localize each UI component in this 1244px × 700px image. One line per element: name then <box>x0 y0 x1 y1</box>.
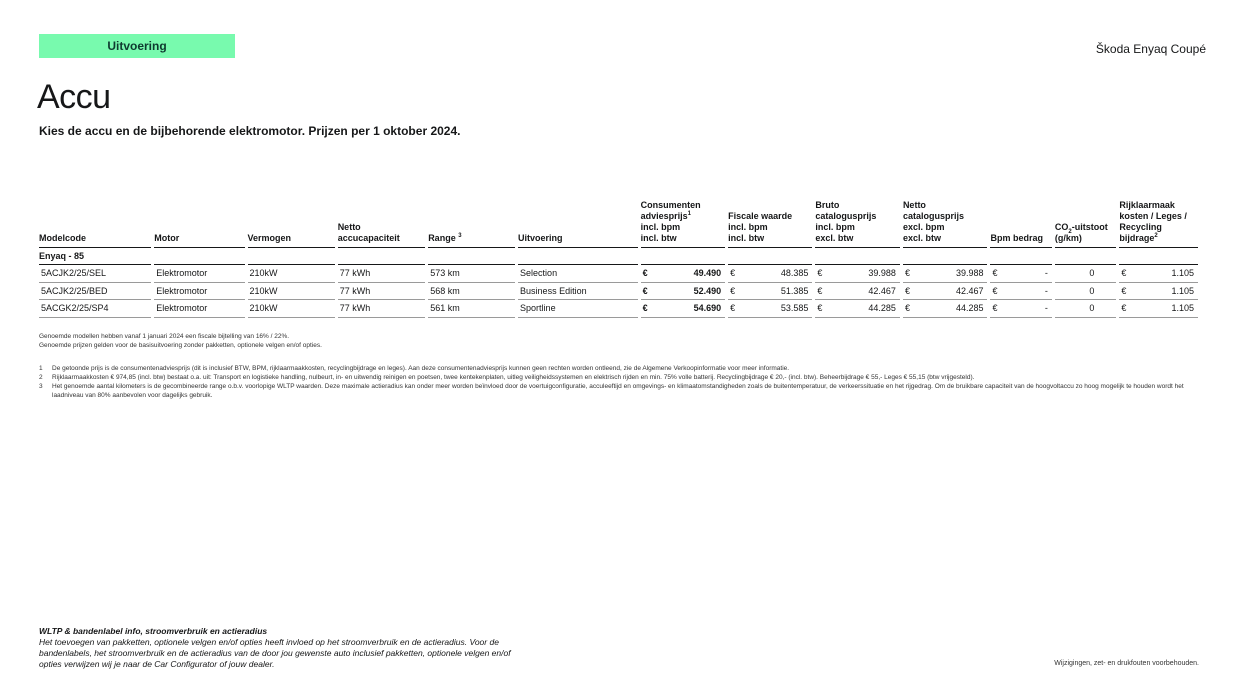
currency-symbol: € <box>642 285 648 296</box>
cell-fiscale-waarde-value: 53.585 <box>780 303 809 314</box>
cell-netto-catalogusprijs-value: 42.467 <box>955 285 984 296</box>
cell-fiscale-waarde <box>728 265 812 283</box>
col-header-consumentenprijs: Consumenten adviesprijs$^1$ incl. bpm incl. btw <box>641 200 726 248</box>
col-header-bpm-bedrag: Bpm bedrag <box>990 200 1051 248</box>
cell-bruto-catalogusprijs <box>815 283 900 301</box>
table-row <box>39 265 1198 283</box>
cell-uitvoering: Selection <box>518 265 638 283</box>
cell-fiscale-waarde <box>728 300 812 318</box>
cell-rijklaarmaakkosten <box>1119 300 1198 318</box>
currency-symbol: € <box>817 268 823 279</box>
wltp-title: WLTP & bandenlabel info, stroomverbruik en actieradius <box>39 626 268 636</box>
currency-symbol: € <box>992 285 998 296</box>
currency-symbol: € <box>817 285 823 296</box>
cell-uitvoering: Business Edition <box>518 283 638 301</box>
cell-bruto-catalogusprijs-value: 39.988 <box>868 268 896 279</box>
cell-bruto-catalogusprijs <box>815 265 900 283</box>
cell-bpm-bedrag-value: - <box>1044 303 1048 314</box>
cell-range: 568 km <box>428 283 515 301</box>
currency-symbol: € <box>1121 303 1127 314</box>
cell-range: 573 km <box>428 265 515 283</box>
cell-accucapaciteit: 77 kWh <box>338 300 426 318</box>
cell-co2: 0 <box>1055 300 1116 318</box>
currency-symbol: € <box>642 268 648 279</box>
wltp-text: Het toevoegen van pakketten, optionele velgen en/of opties heeft invloed op het stroomverbruik en de actieradius. Voor de bandenlabels, het stroomverbruik en de actieradius van de door jou gewenste auto inclusief pakketten, optionele velgen en/of opties verwijzen wij je naar de Car Configurator of jouw dealer. <box>39 637 511 669</box>
cell-rijklaarmaakkosten <box>1119 283 1198 301</box>
wltp-info <box>39 626 529 670</box>
currency-symbol: € <box>817 303 823 314</box>
cell-vermogen: 210kW <box>248 300 335 318</box>
footnote <box>39 382 1209 400</box>
general-note: Genoemde modellen hebben vanaf 1 januari 2024 een fiscale bijtelling van 16% / 22%. <box>39 333 290 340</box>
currency-symbol: € <box>1121 268 1127 279</box>
cell-consumentenprijs <box>641 283 726 301</box>
table-row <box>39 300 1198 318</box>
price-table <box>36 200 1201 318</box>
currency-symbol: € <box>730 303 736 314</box>
cell-netto-catalogusprijs <box>903 283 988 301</box>
cell-netto-catalogusprijs-value: 39.988 <box>955 268 984 279</box>
cell-bruto-catalogusprijs-value: 42.467 <box>868 285 896 296</box>
col-header-vermogen: Vermogen <box>248 200 335 248</box>
cell-modelcode: 5ACGK2/25/SP4 <box>39 300 151 318</box>
footnote-text: Het genoemde aantal kilometers is de gecombineerde range o.b.v. voorlopige WLTP waarden. Deze maximale actieradius kan onder meer worden beïnvloed door de voertuigconfiguratie, acculeeftijd en omgevings- en klimaatomstandigheden zoals de buitentemperatuur, de verkeerssituatie en het rijgedrag. Om de bruikbare capaciteit van de hoogvoltaccu zo hoog mogelijk te houden wordt het laadniveau van 80% aanbevolen voor dagelijks gebruik. <box>52 383 1184 399</box>
cell-consumentenprijs <box>641 265 726 283</box>
currency-symbol: € <box>904 303 910 314</box>
footnote <box>39 373 1209 382</box>
cell-bruto-catalogusprijs-value: 44.285 <box>868 303 896 314</box>
cell-rijklaarmaakkosten-value: 1.105 <box>1171 303 1194 314</box>
col-header-accucapaciteit: Netto accucapaciteit <box>338 200 426 248</box>
cell-consumentenprijs-value: 49.490 <box>693 268 722 279</box>
currency-symbol: € <box>904 285 910 296</box>
cell-bpm-bedrag-value: - <box>1044 268 1048 279</box>
cell-modelcode: 5ACJK2/25/SEL <box>39 265 151 283</box>
cell-fiscale-waarde-value: 51.385 <box>780 285 809 296</box>
footnote-text: Rijklaarmaakkosten € 974,85 (incl. btw) bestaat o.a. uit: Transport en logistieke handling, nulbeurt, in- en uitwendig reinigen en poetsen, twee kentekenplaten, uitleg veiligheidssystemen en elektrisch rijden en min. 75% volle batterij. Recyclingbijdrage € 20,- (incl. btw). Beheerbijdrage € 55,- Leges € 55,15 (btw vrijgesteld). <box>52 374 975 381</box>
cell-accucapaciteit: 77 kWh <box>338 283 426 301</box>
cell-netto-catalogusprijs-value: 44.285 <box>955 303 984 314</box>
cell-bpm-bedrag <box>990 265 1051 283</box>
cell-accucapaciteit: 77 kWh <box>338 265 426 283</box>
cell-netto-catalogusprijs <box>903 300 988 318</box>
cell-rijklaarmaakkosten-value: 1.105 <box>1171 268 1194 279</box>
group-label: Enyaq - 85 <box>39 248 151 265</box>
cell-fiscale-waarde-value: 48.385 <box>780 268 809 279</box>
cell-motor: Elektromotor <box>154 283 244 301</box>
col-header-netto-catalogusprijs: Netto catalogusprijs excl. bpm excl. btw <box>903 200 988 248</box>
cell-bpm-bedrag <box>990 283 1051 301</box>
cell-co2: 0 <box>1055 283 1116 301</box>
currency-symbol: € <box>642 303 648 314</box>
cell-rijklaarmaakkosten <box>1119 265 1198 283</box>
cell-consumentenprijs-value: 54.690 <box>693 303 722 314</box>
col-header-rijklaarmaakkosten: Rijklaarmaak kosten / Leges / Recycling bijdrage$^2$ <box>1119 200 1198 248</box>
page-title: Accu <box>37 78 111 116</box>
section-badge: Uitvoering <box>39 34 235 58</box>
footnote-text: De getoonde prijs is de consumentenadviesprijs (dit is inclusief BTW, BPM, rijklaarmaakkosten, recyclingbijdrage en leges). Aan deze consumentenadviesprijs kunnen geen rechten worden ontleend, zie de Algemene Verkoopinformatie voor meer informatie. <box>52 365 790 372</box>
cell-bpm-bedrag <box>990 300 1051 318</box>
cell-co2: 0 <box>1055 265 1116 283</box>
currency-symbol: € <box>730 268 736 279</box>
table-group-row <box>39 248 1198 265</box>
footnote-number: 3 <box>39 383 43 390</box>
cell-consumentenprijs-value: 52.490 <box>693 285 722 296</box>
currency-symbol: € <box>1121 285 1127 296</box>
footnote-number: 2 <box>39 374 43 381</box>
cell-motor: Elektromotor <box>154 300 244 318</box>
disclaimer: Wijzigingen, zet- en drukfouten voorbehouden. <box>1054 660 1199 667</box>
cell-range: 561 km <box>428 300 515 318</box>
table-header-row <box>39 200 1198 248</box>
cell-uitvoering: Sportline <box>518 300 638 318</box>
cell-bpm-bedrag-value: - <box>1044 285 1048 296</box>
col-header-modelcode: Modelcode <box>39 200 151 248</box>
currency-symbol: € <box>904 268 910 279</box>
table-row <box>39 283 1198 301</box>
cell-rijklaarmaakkosten-value: 1.105 <box>1171 285 1194 296</box>
cell-bruto-catalogusprijs <box>815 300 900 318</box>
col-header-fiscale-waarde: Fiscale waarde incl. bpm incl. btw <box>728 200 812 248</box>
col-header-uitvoering: Uitvoering <box>518 200 638 248</box>
cell-netto-catalogusprijs <box>903 265 988 283</box>
currency-symbol: € <box>992 268 998 279</box>
currency-symbol: € <box>992 303 998 314</box>
col-header-motor: Motor <box>154 200 244 248</box>
cell-vermogen: 210kW <box>248 265 335 283</box>
col-header-range: Range $^3$ <box>428 200 515 248</box>
page-subtitle: Kies de accu en de bijbehorende elektromotor. Prijzen per 1 oktober 2024. <box>39 124 461 138</box>
cell-motor: Elektromotor <box>154 265 244 283</box>
cell-modelcode: 5ACJK2/25/BED <box>39 283 151 301</box>
footnotes <box>39 364 1209 400</box>
col-header-bruto-catalogusprijs: Bruto catalogusprijs incl. bpm excl. btw <box>815 200 900 248</box>
footnote-number: 1 <box>39 365 43 372</box>
general-notes <box>39 332 322 350</box>
currency-symbol: € <box>730 285 736 296</box>
cell-fiscale-waarde <box>728 283 812 301</box>
footnote <box>39 364 1209 373</box>
col-header-co2: $CO_2$-uitstoot (g/km) <box>1055 200 1116 248</box>
brand-model-name: Škoda Enyaq Coupé <box>1095 42 1206 56</box>
cell-consumentenprijs <box>641 300 726 318</box>
general-note: Genoemde prijzen gelden voor de basisuitvoering zonder pakketten, optionele velgen en/of opties. <box>39 342 322 349</box>
cell-vermogen: 210kW <box>248 283 335 301</box>
